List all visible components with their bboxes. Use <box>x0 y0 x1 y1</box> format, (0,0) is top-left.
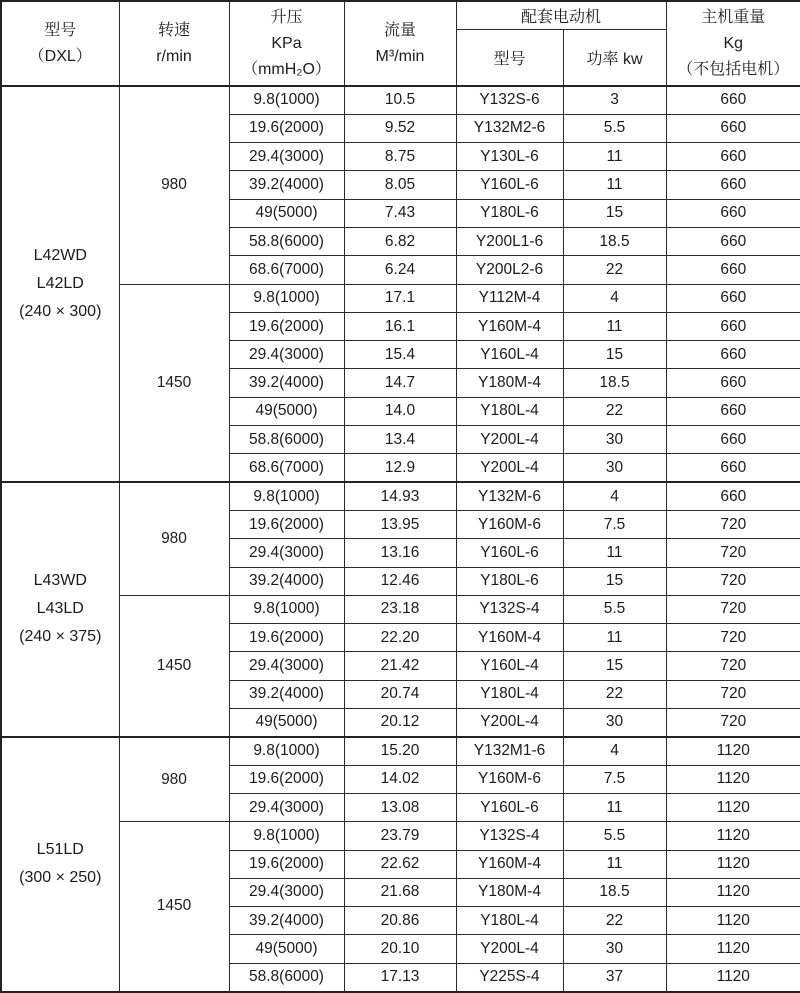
pressure-cell: 58.8(6000) <box>229 426 344 454</box>
flow-cell: 15.4 <box>344 341 456 369</box>
motor-model-cell: Y180L-4 <box>456 397 563 425</box>
speed-cell: 1450 <box>119 822 229 992</box>
weight-cell: 660 <box>666 341 800 369</box>
pressure-cell: 39.2(4000) <box>229 907 344 935</box>
motor-model-cell: Y160M-4 <box>456 312 563 340</box>
motor-model-cell: Y200L-4 <box>456 709 563 737</box>
flow-cell: 21.68 <box>344 878 456 906</box>
pressure-cell: 39.2(4000) <box>229 171 344 199</box>
weight-cell: 660 <box>666 482 800 510</box>
weight-cell: 720 <box>666 539 800 567</box>
motor-power-cell: 11 <box>563 793 666 821</box>
header-speed <box>119 1 229 86</box>
speed-cell: 980 <box>119 482 229 595</box>
flow-cell: 15.20 <box>344 737 456 765</box>
weight-cell: 660 <box>666 227 800 255</box>
motor-power-cell: 11 <box>563 171 666 199</box>
motor-model-cell: Y132M2-6 <box>456 114 563 142</box>
weight-cell: 1120 <box>666 737 800 765</box>
header-weight-line: （不包括电机） <box>677 60 790 78</box>
motor-model-cell: Y180L-6 <box>456 199 563 227</box>
motor-power-cell: 15 <box>563 567 666 595</box>
pressure-cell: 68.6(7000) <box>229 256 344 284</box>
header-motor-power: 功率 kw <box>563 29 666 86</box>
model-line: L51LD <box>36 841 84 859</box>
motor-power-cell: 11 <box>563 312 666 340</box>
pressure-cell: 29.4(3000) <box>229 143 344 171</box>
weight-cell: 1120 <box>666 963 800 991</box>
pressure-cell: 19.6(2000) <box>229 624 344 652</box>
flow-cell: 21.42 <box>344 652 456 680</box>
pressure-cell: 49(5000) <box>229 709 344 737</box>
pressure-cell: 9.8(1000) <box>229 822 344 850</box>
motor-model-cell: Y160M-4 <box>456 850 563 878</box>
pressure-cell: 58.8(6000) <box>229 227 344 255</box>
motor-power-cell: 11 <box>563 850 666 878</box>
flow-cell: 8.75 <box>344 143 456 171</box>
weight-cell: 660 <box>666 284 800 312</box>
motor-power-cell: 5.5 <box>563 822 666 850</box>
flow-cell: 12.46 <box>344 567 456 595</box>
weight-cell: 660 <box>666 369 800 397</box>
model-line: (240 × 300) <box>19 303 102 321</box>
weight-cell: 660 <box>666 114 800 142</box>
motor-power-cell: 18.5 <box>563 369 666 397</box>
motor-power-cell: 15 <box>563 341 666 369</box>
motor-model-cell: Y225S-4 <box>456 963 563 991</box>
pressure-cell: 39.2(4000) <box>229 369 344 397</box>
motor-model-cell: Y180L-4 <box>456 680 563 708</box>
model-line: L42WD <box>33 247 87 265</box>
weight-cell: 720 <box>666 624 800 652</box>
weight-cell: 1120 <box>666 935 800 963</box>
model-cell <box>1 86 119 482</box>
speed-cell: 1450 <box>119 284 229 482</box>
model-cell <box>1 482 119 737</box>
header-model-line: （DXL） <box>28 47 92 65</box>
flow-cell: 22.20 <box>344 624 456 652</box>
pressure-cell: 49(5000) <box>229 935 344 963</box>
header-flow <box>344 1 456 86</box>
header-pressure <box>229 1 344 86</box>
pressure-cell: 9.8(1000) <box>229 737 344 765</box>
weight-cell: 660 <box>666 199 800 227</box>
flow-cell: 14.02 <box>344 765 456 793</box>
pressure-cell: 29.4(3000) <box>229 878 344 906</box>
header-weight <box>666 1 800 86</box>
pressure-cell: 9.8(1000) <box>229 482 344 510</box>
flow-cell: 6.82 <box>344 227 456 255</box>
header-pressure-line: （mmH₂O） <box>242 60 331 78</box>
table-row <box>1 822 800 850</box>
weight-cell: 1120 <box>666 793 800 821</box>
table-row <box>1 737 800 765</box>
table-row <box>1 86 800 114</box>
motor-model-cell: Y200L-4 <box>456 426 563 454</box>
motor-model-cell: Y160L-6 <box>456 539 563 567</box>
header-motor-model: 型号 <box>456 29 563 86</box>
flow-cell: 14.93 <box>344 482 456 510</box>
weight-cell: 1120 <box>666 878 800 906</box>
motor-power-cell: 4 <box>563 284 666 312</box>
weight-cell: 1120 <box>666 850 800 878</box>
table-row <box>1 482 800 510</box>
motor-model-cell: Y200L2-6 <box>456 256 563 284</box>
pressure-cell: 58.8(6000) <box>229 963 344 991</box>
motor-power-cell: 22 <box>563 680 666 708</box>
motor-power-cell: 30 <box>563 709 666 737</box>
model-cell <box>1 737 119 992</box>
flow-cell: 10.5 <box>344 86 456 114</box>
table-body <box>1 86 800 992</box>
weight-cell: 660 <box>666 454 800 482</box>
motor-model-cell: Y180M-4 <box>456 369 563 397</box>
weight-cell: 720 <box>666 567 800 595</box>
pressure-cell: 19.6(2000) <box>229 114 344 142</box>
header-motor-group: 配套电动机 <box>456 1 666 29</box>
motor-power-cell: 30 <box>563 935 666 963</box>
weight-cell: 660 <box>666 86 800 114</box>
pressure-cell: 9.8(1000) <box>229 86 344 114</box>
pressure-cell: 29.4(3000) <box>229 652 344 680</box>
flow-cell: 8.05 <box>344 171 456 199</box>
motor-model-cell: Y132M1-6 <box>456 737 563 765</box>
motor-power-cell: 37 <box>563 963 666 991</box>
motor-model-cell: Y200L-4 <box>456 454 563 482</box>
weight-cell: 720 <box>666 510 800 538</box>
flow-cell: 20.74 <box>344 680 456 708</box>
pressure-cell: 49(5000) <box>229 199 344 227</box>
motor-power-cell: 4 <box>563 482 666 510</box>
header-weight-line: 主机重量 <box>701 8 766 26</box>
weight-cell: 660 <box>666 171 800 199</box>
table-header <box>1 1 800 86</box>
flow-cell: 13.4 <box>344 426 456 454</box>
header-flow-line: 流量 <box>383 21 416 39</box>
weight-cell: 660 <box>666 397 800 425</box>
model-line: L42LD <box>36 275 84 293</box>
motor-power-cell: 22 <box>563 397 666 425</box>
motor-power-cell: 30 <box>563 454 666 482</box>
pressure-cell: 29.4(3000) <box>229 793 344 821</box>
weight-cell: 660 <box>666 256 800 284</box>
motor-model-cell: Y160L-6 <box>456 171 563 199</box>
flow-cell: 16.1 <box>344 312 456 340</box>
motor-model-cell: Y160L-4 <box>456 341 563 369</box>
flow-cell: 20.86 <box>344 907 456 935</box>
motor-power-cell: 18.5 <box>563 227 666 255</box>
flow-cell: 17.1 <box>344 284 456 312</box>
pressure-cell: 29.4(3000) <box>229 539 344 567</box>
motor-model-cell: Y130L-6 <box>456 143 563 171</box>
header-weight-line: Kg <box>723 34 744 52</box>
weight-cell: 720 <box>666 652 800 680</box>
weight-cell: 1120 <box>666 765 800 793</box>
weight-cell: 720 <box>666 709 800 737</box>
header-model <box>1 1 119 86</box>
pressure-cell: 19.6(2000) <box>229 510 344 538</box>
weight-cell: 660 <box>666 143 800 171</box>
header-speed-line: 转速 <box>157 21 190 39</box>
model-line: (240 × 375) <box>19 628 102 646</box>
weight-cell: 1120 <box>666 822 800 850</box>
flow-cell: 6.24 <box>344 256 456 284</box>
model-line: (300 × 250) <box>19 869 102 887</box>
flow-cell: 14.0 <box>344 397 456 425</box>
motor-model-cell: Y200L-4 <box>456 935 563 963</box>
motor-model-cell: Y160L-4 <box>456 652 563 680</box>
motor-model-cell: Y132S-6 <box>456 86 563 114</box>
motor-model-cell: Y160M-6 <box>456 765 563 793</box>
motor-power-cell: 5.5 <box>563 114 666 142</box>
flow-cell: 12.9 <box>344 454 456 482</box>
motor-model-cell: Y112M-4 <box>456 284 563 312</box>
flow-cell: 9.52 <box>344 114 456 142</box>
header-speed-line: r/min <box>156 47 192 65</box>
header-flow-line: M³/min <box>375 47 425 65</box>
motor-model-cell: Y160L-6 <box>456 793 563 821</box>
pressure-cell: 39.2(4000) <box>229 567 344 595</box>
flow-cell: 23.79 <box>344 822 456 850</box>
flow-cell: 20.12 <box>344 709 456 737</box>
motor-power-cell: 3 <box>563 86 666 114</box>
header-model-line: 型号 <box>44 21 77 39</box>
motor-model-cell: Y180M-4 <box>456 878 563 906</box>
motor-power-cell: 11 <box>563 624 666 652</box>
pressure-cell: 19.6(2000) <box>229 765 344 793</box>
motor-model-cell: Y160M-6 <box>456 510 563 538</box>
motor-power-cell: 15 <box>563 652 666 680</box>
motor-power-cell: 18.5 <box>563 878 666 906</box>
motor-model-cell: Y180L-6 <box>456 567 563 595</box>
pressure-cell: 19.6(2000) <box>229 312 344 340</box>
pressure-cell: 19.6(2000) <box>229 850 344 878</box>
speed-cell: 980 <box>119 86 229 284</box>
motor-model-cell: Y200L1-6 <box>456 227 563 255</box>
flow-cell: 20.10 <box>344 935 456 963</box>
speed-cell: 1450 <box>119 595 229 736</box>
flow-cell: 22.62 <box>344 850 456 878</box>
speed-cell: 980 <box>119 737 229 822</box>
flow-cell: 13.16 <box>344 539 456 567</box>
motor-model-cell: Y132S-4 <box>456 595 563 623</box>
motor-power-cell: 11 <box>563 539 666 567</box>
flow-cell: 14.7 <box>344 369 456 397</box>
motor-model-cell: Y132S-4 <box>456 822 563 850</box>
pressure-cell: 9.8(1000) <box>229 595 344 623</box>
motor-model-cell: Y160M-4 <box>456 624 563 652</box>
table-row <box>1 595 800 623</box>
pressure-cell: 9.8(1000) <box>229 284 344 312</box>
header-pressure-line: 升压 <box>270 8 303 26</box>
flow-cell: 13.95 <box>344 510 456 538</box>
weight-cell: 660 <box>666 426 800 454</box>
motor-model-cell: Y132M-6 <box>456 482 563 510</box>
weight-cell: 720 <box>666 595 800 623</box>
motor-power-cell: 11 <box>563 143 666 171</box>
pressure-cell: 68.6(7000) <box>229 454 344 482</box>
weight-cell: 1120 <box>666 907 800 935</box>
pressure-cell: 49(5000) <box>229 397 344 425</box>
motor-power-cell: 7.5 <box>563 510 666 538</box>
flow-cell: 7.43 <box>344 199 456 227</box>
motor-power-cell: 22 <box>563 907 666 935</box>
motor-power-cell: 7.5 <box>563 765 666 793</box>
model-line: L43LD <box>36 600 84 618</box>
model-line: L43WD <box>33 572 87 590</box>
weight-cell: 720 <box>666 680 800 708</box>
motor-power-cell: 15 <box>563 199 666 227</box>
motor-power-cell: 5.5 <box>563 595 666 623</box>
motor-power-cell: 22 <box>563 256 666 284</box>
pressure-cell: 39.2(4000) <box>229 680 344 708</box>
weight-cell: 660 <box>666 312 800 340</box>
motor-power-cell: 4 <box>563 737 666 765</box>
flow-cell: 17.13 <box>344 963 456 991</box>
flow-cell: 13.08 <box>344 793 456 821</box>
pressure-cell: 29.4(3000) <box>229 341 344 369</box>
header-pressure-line: KPa <box>271 34 302 52</box>
table-row <box>1 284 800 312</box>
motor-power-cell: 30 <box>563 426 666 454</box>
flow-cell: 23.18 <box>344 595 456 623</box>
motor-model-cell: Y180L-4 <box>456 907 563 935</box>
